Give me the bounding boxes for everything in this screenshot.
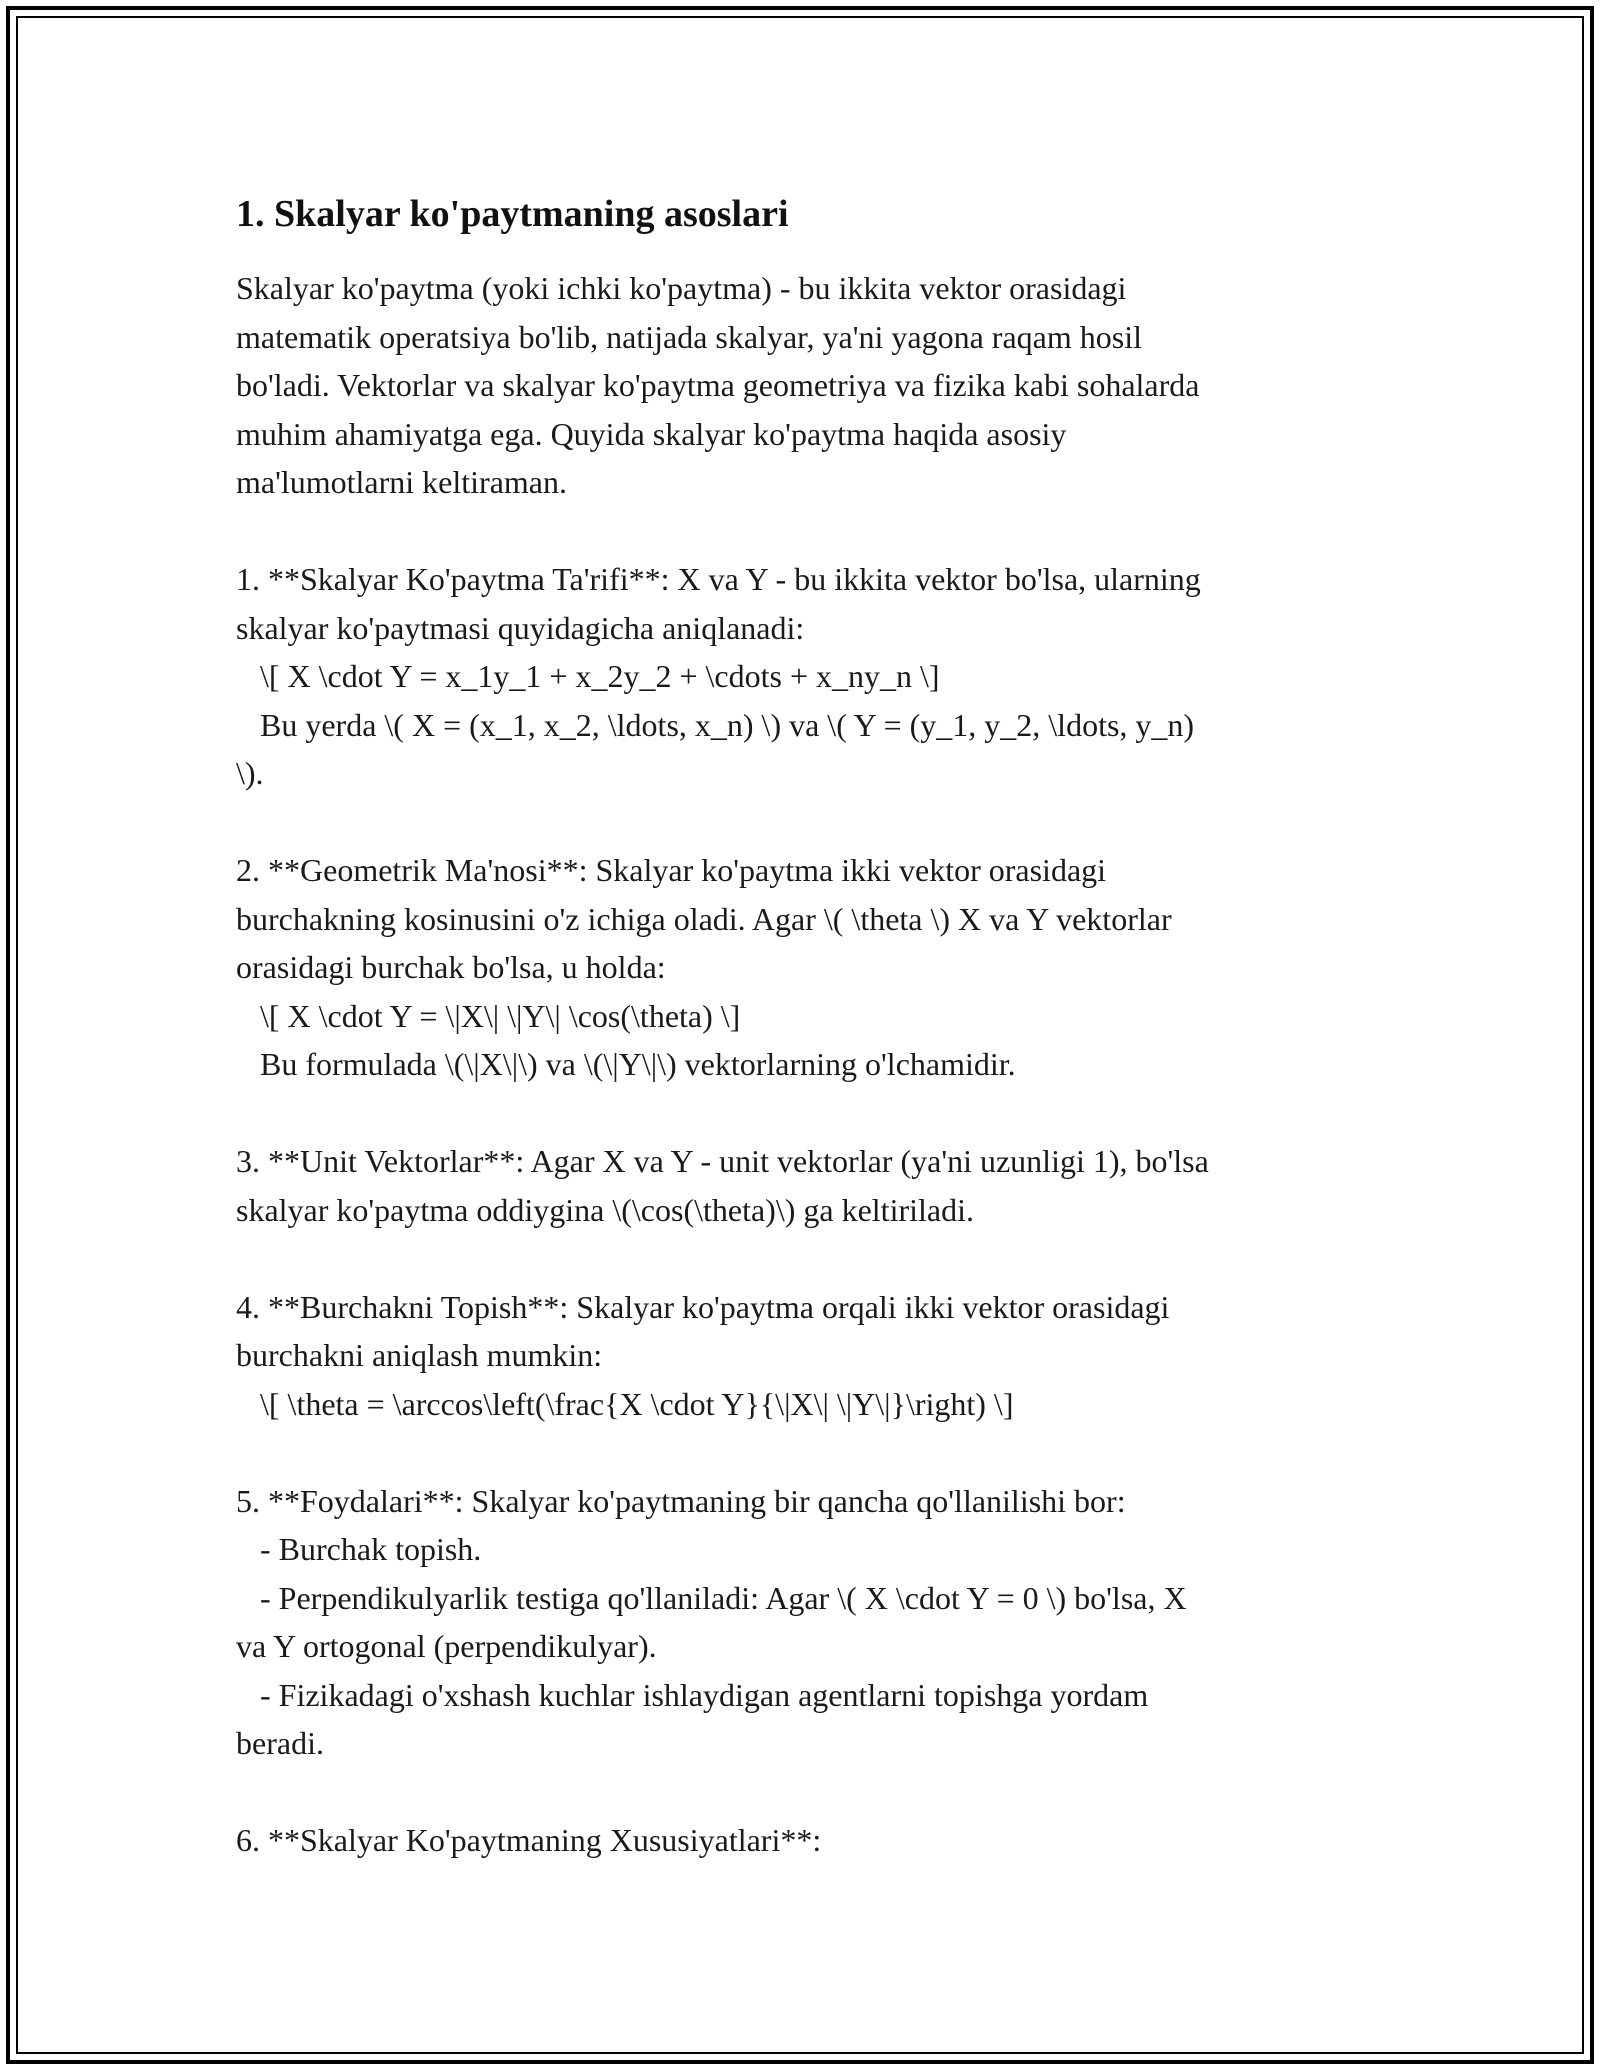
list-item-properties: 6. **Skalyar Ko'paytmaning Xususiyatlari**: bbox=[236, 1822, 822, 1858]
list-item-finding-angle: 4. **Burchakni Topish**: Skalyar ko'paytma orqali ikki vektor orasidagi burchakni aniqlash mumkin: \[ \theta = \arccos\left(\frac{X \cdot Y}{\|X\| \|Y\|}\right) \] bbox=[236, 1288, 1170, 1422]
paragraph-gap bbox=[236, 1768, 1366, 1817]
list-item-unit-vectors: 3. **Unit Vektorlar**: Agar X va Y - unit vektorlar (ya'ni uzunligi 1), bo'lsa skalyar ko'paytma oddiygina \(\cos(\theta)\) ga keltiriladi. bbox=[236, 1143, 1209, 1228]
list-item-definition: 1. **Skalyar Ko'paytma Ta'rifi**: X va Y - bu ikkita vektor bo'lsa, ularning skalyar ko'paytmasi quyidagicha aniqlanadi: \[ X \cdot Y = x_1y_1 + x_2y_2 + \cdots + x_ny_n \] Bu yerda \( X = (x_1, x_2, \ldots, x_n) \) va \( Y = (y_1, y_2, \ldots, y_n) \). bbox=[236, 561, 1201, 791]
paragraph-gap bbox=[236, 1089, 1366, 1138]
list-item-geometric-meaning: 2. **Geometrik Ma'nosi**: Skalyar ko'paytma ikki vektor orasidagi burchakning kosinusini o'z ichiga oladi. Agar \( \theta \) X va Y vektorlar orasidagi burchak bo'lsa, u holda: \[ X \cdot Y = \|X\| \|Y\| \cos(\theta) \] Bu formulada \(\|X\|\) va \(\|Y\|\) vektorlarning o'lchamidir. bbox=[236, 852, 1172, 1082]
paragraph-gap bbox=[236, 1234, 1366, 1283]
intro-paragraph: Skalyar ko'paytma (yoki ichki ko'paytma) - bu ikkita vektor orasidagi matematik operatsiya bo'lib, natijada skalyar, ya'ni yagona raqam hosil bo'ladi. Vektorlar va skalyar ko'paytma geometriya va fizika kabi sohalarda muhim ahamiyatga ega. Quyida skalyar ko'paytma haqida asosiy ma'lumotlarni keltiraman. bbox=[236, 270, 1200, 500]
list-item-benefits: 5. **Foydalari**: Skalyar ko'paytmaning bir qancha qo'llanilishi bor: - Burchak topish. - Perpendikulyarlik testiga qo'llaniladi: Agar \( X \cdot Y = 0 \) bo'lsa, X va Y ortogonal (perpendikulyar). - Fizikadagi o'xshash kuchlar ishlaydigan agentlarni topishga yordam beradi. bbox=[236, 1482, 1187, 1761]
section-heading: 1. Skalyar ko'paytmaning asoslari bbox=[236, 193, 789, 235]
document-body bbox=[236, 186, 1366, 1865]
paragraph-gap bbox=[236, 798, 1366, 847]
paragraph-gap bbox=[236, 507, 1366, 556]
paragraph-gap bbox=[236, 1428, 1366, 1477]
